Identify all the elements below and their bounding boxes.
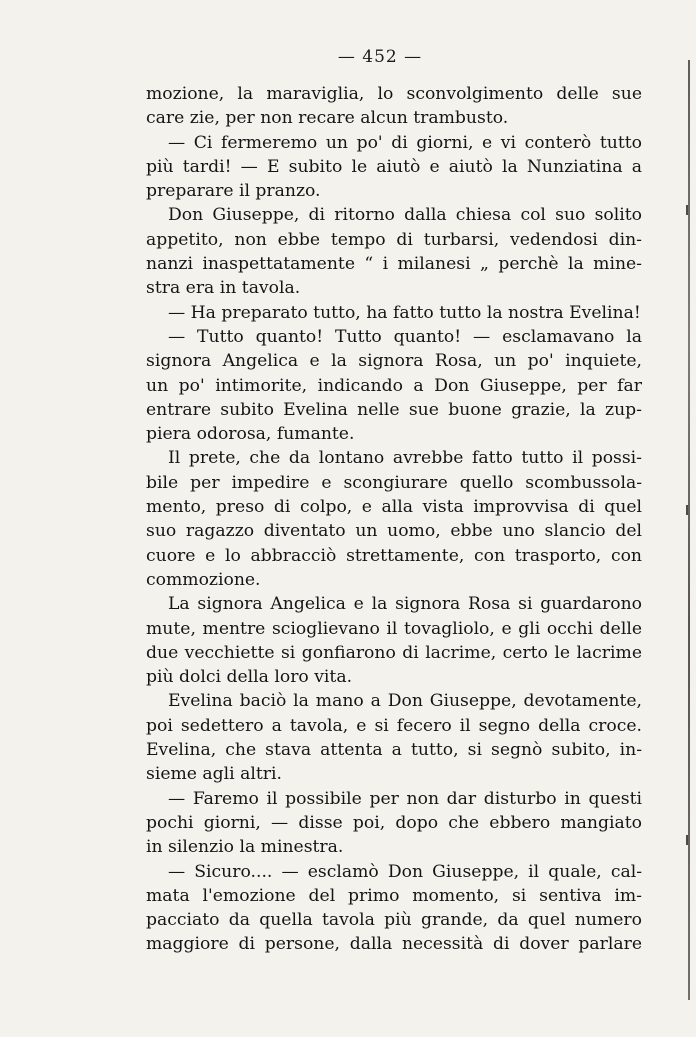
text-line: pochi giorni, — disse poi, dopo che ebbero mangiato (146, 812, 642, 833)
page-edge-mark (676, 205, 688, 215)
text-line: Evelina baciò la mano a Don Giuseppe, devotamente, (168, 691, 642, 712)
text-line: in silenzio la minestra. (146, 837, 344, 858)
text-line: signora Angelica e la signora Rosa, un po' inquiete, (146, 351, 642, 372)
text-line: — Faremo il possibile per non dar disturbo in questi (168, 788, 642, 809)
page-edge-mark (676, 505, 688, 515)
paragraph (146, 301, 642, 325)
text-line: nanzi inaspettatamente “ i milanesi „ perchè la mine- (146, 254, 642, 275)
text-line: — Ci fermeremo un po' di giorni, e vi conterò tutto (168, 132, 642, 153)
text-line: stra era in tavola. (146, 278, 301, 299)
text-line: Don Giuseppe, di ritorno dalla chiesa col suo solito (168, 205, 642, 226)
text-line: Evelina, che stava attenta a tutto, si segnò subito, in- (146, 740, 642, 761)
text-line: mento, preso di colpo, e alla vista improvvisa di quel (146, 497, 642, 518)
paragraph (146, 689, 642, 786)
text-line: maggiore di persone, dalla necessità di dover parlare (146, 934, 642, 955)
paragraph (146, 203, 642, 300)
page-number: — 452 — (337, 47, 423, 67)
paragraph (146, 787, 642, 860)
text-line: entrare subito Evelina nelle sue buone grazie, la zup- (146, 399, 642, 420)
text-line: mute, mentre scioglievano il tovagliolo, e gli occhi delle (146, 618, 642, 639)
text-line: Il prete, che da lontano avrebbe fatto tutto il possi- (168, 448, 642, 469)
body-text (146, 82, 642, 957)
text-line: — Ha preparato tutto, ha fatto tutto la nostra Evelina! (168, 302, 641, 323)
text-line: sieme agli altri. (146, 764, 282, 785)
text-line: due vecchiette si gonfiarono di lacrime, certo le lacrime (146, 642, 642, 663)
paragraph (146, 82, 642, 131)
page-edge-shadow (688, 60, 690, 1000)
text-line: — Tutto quanto! Tutto quanto! — esclamavano la (168, 326, 642, 347)
text-line: bile per impedire e scongiurare quello scombussola- (146, 472, 642, 493)
text-line: cuore e lo abbracciò strettamente, con trasporto, con (146, 545, 642, 566)
text-line: piera odorosa, fumante. (146, 424, 355, 445)
paragraph (146, 325, 642, 446)
text-line: pacciato da quella tavola più grande, da quel numero (146, 910, 642, 931)
text-line: preparare il pranzo. (146, 181, 321, 202)
text-line: un po' intimorite, indicando a Don Giuseppe, per far (146, 375, 642, 396)
paragraph (146, 446, 642, 592)
text-line: appetito, non ebbe tempo di turbarsi, vedendosi din- (146, 229, 642, 250)
page-edge-mark (676, 835, 688, 845)
text-line: poi sedettero a tavola, e si fecero il segno della croce. (146, 715, 642, 736)
text-line: care zie, per non recare alcun trambusto. (146, 108, 509, 129)
text-line: mata l'emozione del primo momento, si sentiva im- (146, 885, 642, 906)
text-line: La signora Angelica e la signora Rosa si guardarono (168, 594, 642, 615)
text-line: più dolci della loro vita. (146, 667, 353, 688)
paragraph (146, 131, 642, 204)
text-line: suo ragazzo diventato un uomo, ebbe uno slancio del (146, 521, 642, 542)
paragraph (146, 592, 642, 689)
paragraph (146, 860, 642, 957)
text-line: commozione. (146, 569, 261, 590)
text-line: più tardi! — E subito le aiutò e aiutò la Nunziatina a (146, 156, 642, 177)
text-line: mozione, la maraviglia, lo sconvolgimento delle sue (146, 84, 642, 104)
text-line: — Sicuro.... — esclamò Don Giuseppe, il quale, cal- (168, 861, 642, 882)
